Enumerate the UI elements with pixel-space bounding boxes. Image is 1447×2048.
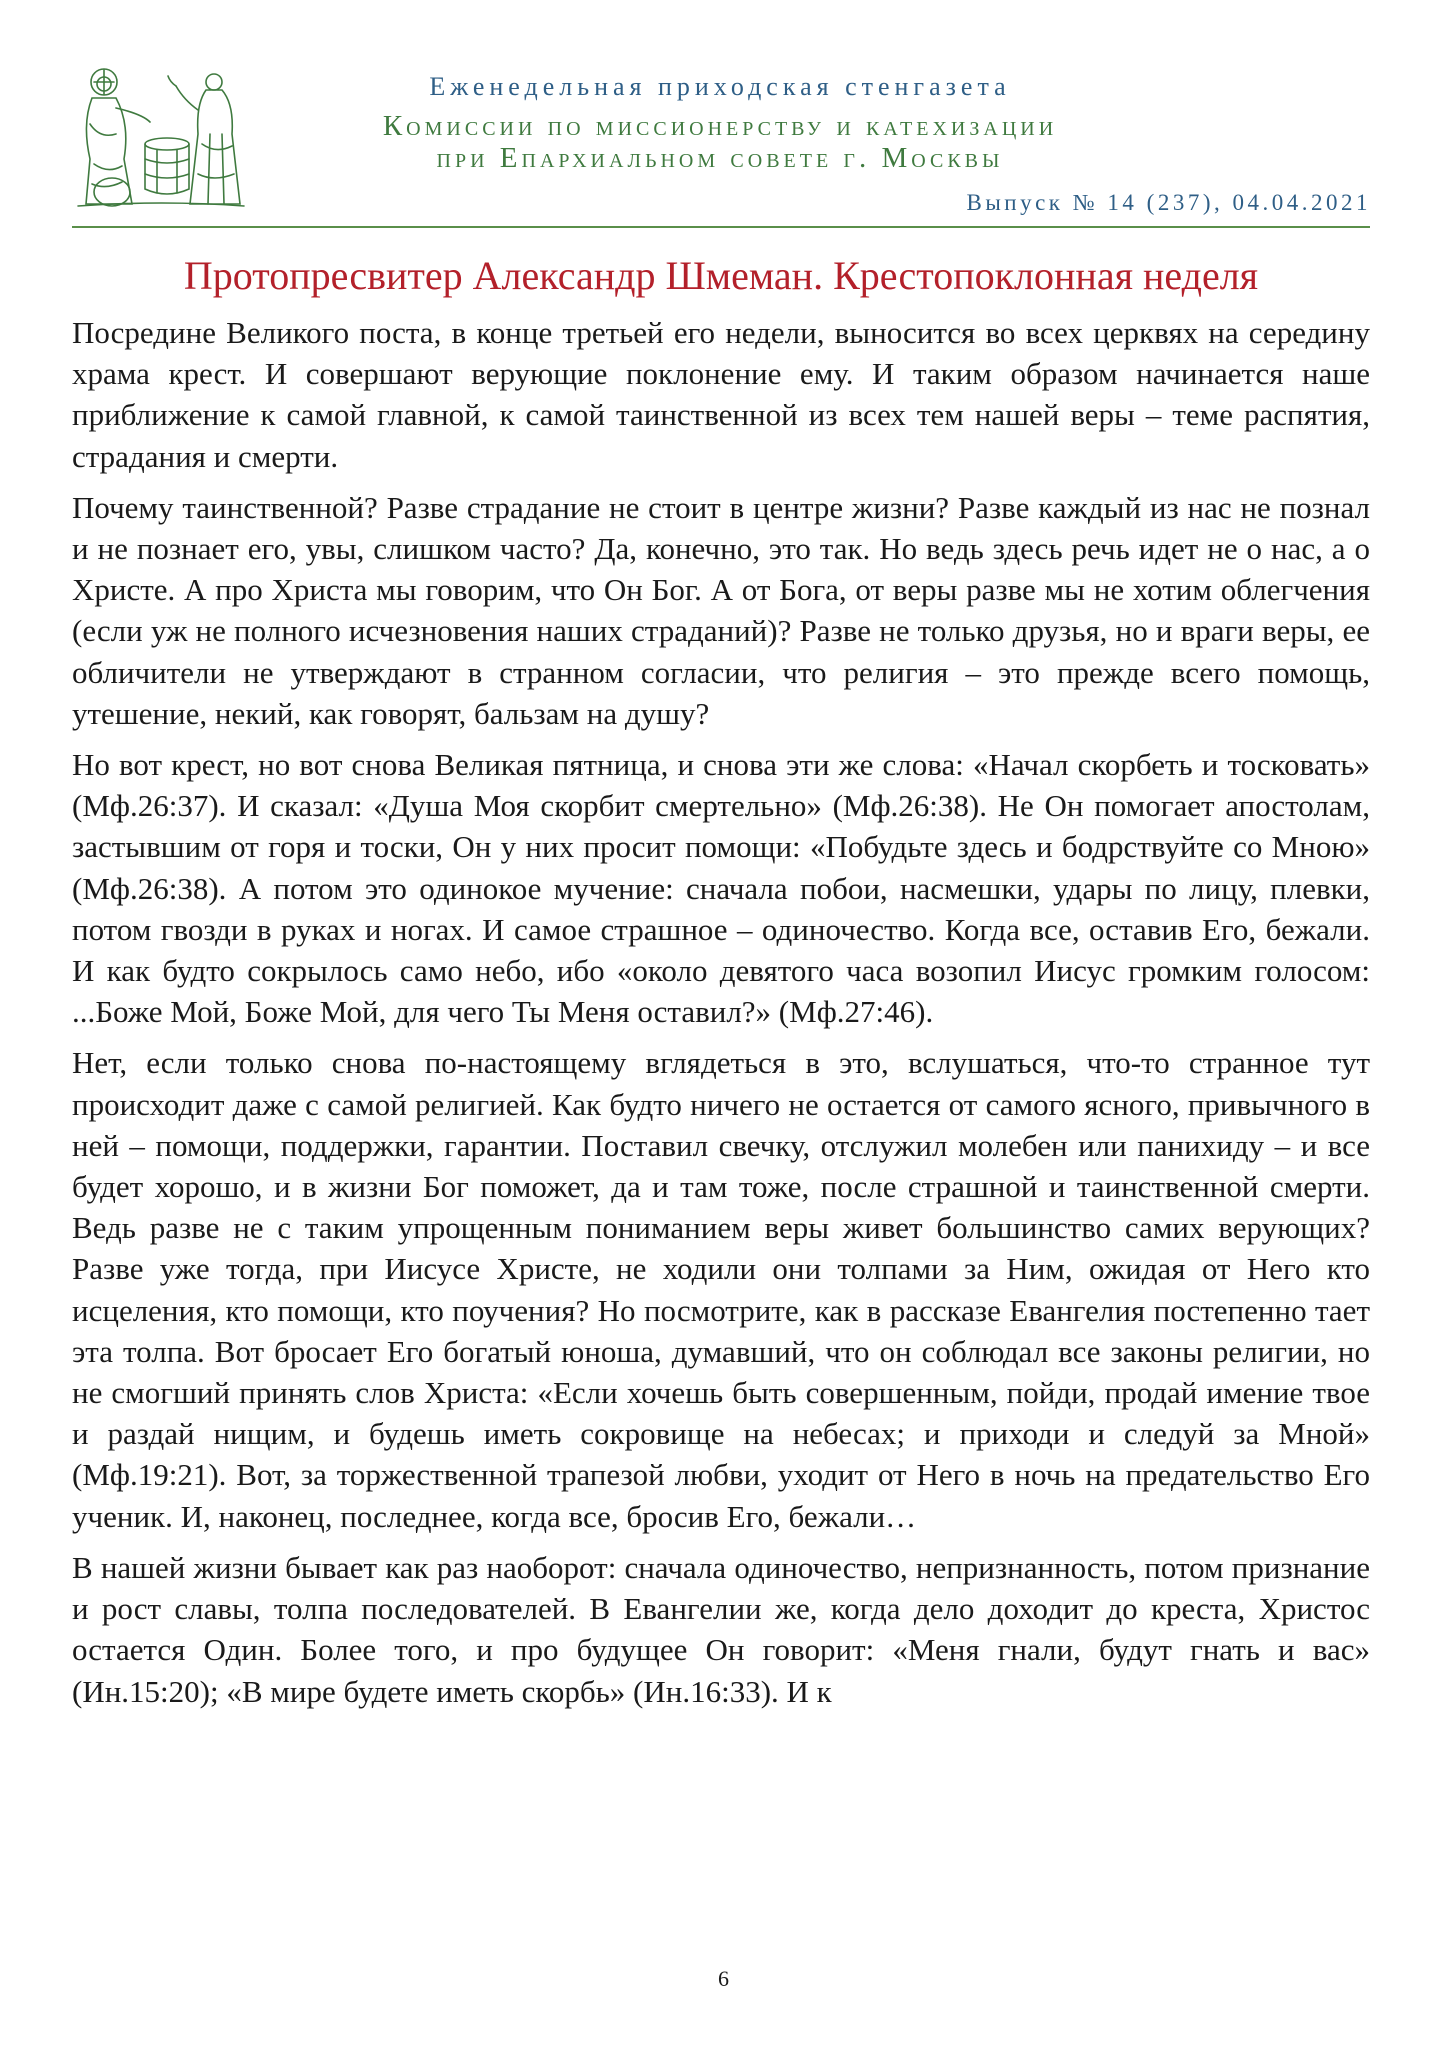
article-title: Протопресвитер Александр Шмеман. Крестопоклонная неделя — [183, 253, 1259, 298]
header-divider — [72, 226, 1370, 228]
article-paragraph: В нашей жизни бывает как раз наоборот: сначала одиночество, непризнанность, потом признание и рост славы, толпа последователей. В Евангелии же, когда дело доходит до креста, Христос остается Один. Более того, и про будущее Он говорит: «Меня гнали, будут гнать и вас» (Ин.15:20); «В мире будете иметь скорбь» (Ин.16:33). И к — [72, 1549, 1370, 1709]
newspaper-header — [0, 0, 1447, 232]
article-paragraph: Нет, если только снова по-настоящему вглядеться в это, вслушаться, что-то странное тут происходит даже с самой религией. Как будто ничего не остается от самого ясного, привычного в ней – помощи, поддержки, гарантии. Поставил свечку, отслужил молебен или панихиду – и все будет хорошо, и в жизни Бог поможет, да и там тоже, после страшной и таинственной смерти. Ведь разве не с таким упрощенным пониманием веры живет большинство самих верующих? Разве уже тогда, при Иисусе Христе, не ходили они толпами за Ним, ожидая от Него кто исцеления, кто помощи, кто поучения? Но посмотрите, как в рассказе Евангелия постепенно тает эта толпа. Вот бросает Его богатый юноша, думавший, что он соблюдал все законы религии, но не смогший принять слов Христа: «Если хочешь быть совершенным, пойди, продай имение твое и раздай нищим, и будешь иметь сокровище на небесах; и приходи и следуй за Мной» (Мф.19:21). Вот, за торжественной трапезой любви, уходит от Него в ночь на предательство Его ученик. И, наконец, последнее, когда все, бросив Его, бежали… — [72, 1045, 1370, 1534]
article-body — [72, 312, 1370, 1722]
header-council: при Епархиальном совете г. Москвы — [436, 142, 1004, 174]
issue-info: Выпуск № 14 (237), 04.04.2021 — [966, 190, 1371, 215]
header-subtitle: Еженедельная приходская стенгазета — [429, 72, 1011, 101]
article-paragraph: Посредине Великого поста, в конце третьей его недели, выносится во всех церквях на середину храма крест. И совершают верующие поклонение ему. И таким образом начинается наше приближение к самой главной, к самой таинственной из всех тем нашей веры – теме распятия, страдания и смерти. — [72, 315, 1370, 474]
page-number: 6 — [718, 1966, 729, 1991]
article-paragraph: Почему таинственной? Разве страдание не стоит в центре жизни? Разве каждый из нас не познал и не познает его, увы, слишком часто? Да, конечно, это так. Но ведь здесь речь идет не о нас, а о Христе. А про Христа мы говорим, что Он Бог. А от Бога, от веры разве мы не хотим облегчения (если уж не полного исчезновения наших страданий)? Разве не только друзья, но и враги веры, ее обличители не утверждают в странном согласии, что религия – это прежде всего помощь, утешение, некий, как говорят, бальзам на душу? — [72, 489, 1370, 731]
header-commission: Комиссии по миссионерству и катехизации — [382, 110, 1058, 142]
article-paragraph: Но вот крест, но вот снова Великая пятница, и снова эти же слова: «Начал скорбеть и тосковать» (Мф.26:37). И сказал: «Душа Моя скорбит смертельно» (Мф.26:38). Не Он помогает апостолам, застывшим от горя и тоски, Он у них просит помощи: «Побудьте здесь и бодрствуйте со Мною» (Мф.26:38). А потом это одинокое мучение: сначала побои, насмешки, удары по лицу, плевки, потом гвозди в руках и ногах. И самое страшное – одиночество. Когда все, оставив Его, бежали. И как будто сокрылось само небо, ибо «около девятого часа возопил Иисус громким голосом: ...Боже Мой, Боже Мой, для чего Ты Меня оставил?» (Мф.27:46). — [72, 747, 1370, 1030]
